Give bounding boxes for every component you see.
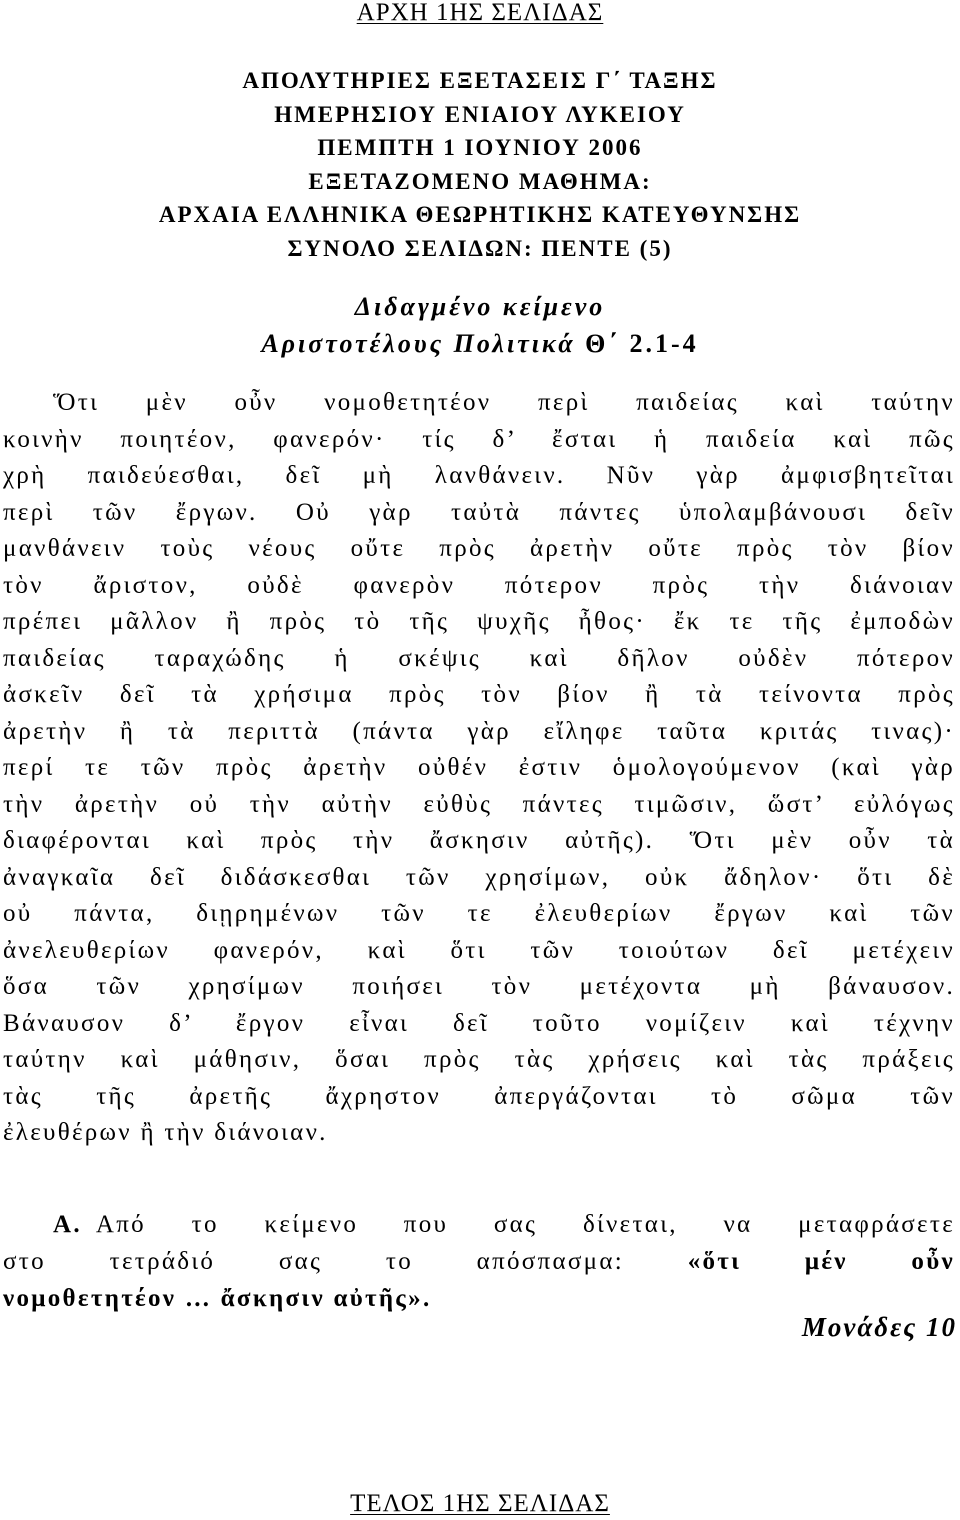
text-line: ἀνελευθερίων φανερόν, καὶ ὅτι τῶν τοιούτων δεῖ μετέχειν (3, 936, 955, 964)
text-line: πρέπει μᾶλλον ἢ πρὸς τὸ τῆς ψυχῆς ἦθος· ἔκ τε τῆς ἐμποδὼν (3, 608, 955, 635)
text-line: Ὅτι μὲν οὖν νομοθετητέον περὶ παιδείας καὶ ταύτην (53, 389, 955, 416)
question-line (3, 1243, 955, 1280)
greek-text-passage (3, 385, 955, 1152)
exam-header-line: ΑΠΟΛΥΤΗΡΙΕΣ ΕΞΕΤΑΣΕΙΣ Γ΄ ΤΑΞΗΣ (242, 68, 718, 93)
text-line: μανθάνειν τοὺς νέους οὔτε πρὸς ἀρετὴν οὔτε πρὸς τὸν βίον (3, 535, 955, 562)
text-line: ἀρετὴν ἢ τὰ περιττὰ (πάντα γὰρ εἴληφε ταῦτα κριτάς τινας)· (3, 717, 955, 745)
question-a (3, 1206, 955, 1317)
question-quote: «ὅτι μέν οὖν (687, 1248, 955, 1275)
text-line: διαφέρονται καὶ πρὸς τὴν ἄσκησιν αὐτῆς). Ὅτι μὲν οὖν τὰ (3, 827, 955, 854)
given-text-heading (0, 288, 960, 362)
question-label: Α. (53, 1211, 82, 1238)
text-line: τὸν ἄριστον, οὐδὲ φανερὸν πότερον πρὸς τὴν διάνοιαν (3, 571, 955, 599)
exam-header-line: ΣΥΝΟΛΟ ΣΕΛΙΔΩΝ: ΠΕΝΤΕ (5) (287, 235, 673, 261)
text-line: ὅσα τῶν χρησίμων ποιήσει τὸν μετέχοντα μὴ βάναυσον. (3, 973, 955, 1000)
given-text-title: Διδαγμένο κείμενο (354, 292, 606, 321)
text-line: Βάναυσον δ’ ἔργον εἶναι δεῖ τοῦτο νομίζειν καὶ τέχνην (3, 1009, 955, 1037)
question-quote: νομοθετητέον … ἄσκησιν αὐτῆς». (3, 1285, 432, 1312)
text-line: ἐλευθέρων ἢ τὴν διάνοιαν. (3, 1119, 328, 1146)
text-line: οὐ πάντα, διῃρημένων τῶν τε ἐλευθερίων ἔργων καὶ τῶν (3, 900, 955, 927)
exam-header (0, 64, 960, 265)
given-text-work: Πολιτικά (453, 329, 576, 358)
text-line: περί τε τῶν πρὸς ἀρετὴν οὐθέν ἐστιν ὁμολογούμενον (καὶ γὰρ (3, 754, 955, 781)
text-line: τὰς τῆς ἀρετῆς ἄχρηστον ἀπεργάζονται τὸ σῶμα τῶν (3, 1082, 955, 1110)
page-header: ΑΡΧΗ 1ΗΣ ΣΕΛΙΔΑΣ (356, 0, 604, 26)
text-line: παιδείας ταραχώδης ἡ σκέψις καὶ δῆλον οὐδὲν πότερον (3, 644, 955, 672)
text-line: ἀναγκαῖα δεῖ διδάσκεσθαι τῶν χρησίμων, οὐκ ἄδηλον· ὅτι δὲ (3, 863, 955, 891)
text-line: περὶ τῶν ἔργων. Οὐ γὰρ ταὐτὰ πάντες ὑπολαμβάνουσι δεῖν (3, 498, 955, 526)
text-line: ἀσκεῖν δεῖ τὰ χρήσιμα πρὸς τὸν βίον ἢ τὰ τείνοντα πρὸς (3, 681, 955, 708)
question-text: Από το κείμενο που σας δίνεται, να μεταφράσετε (95, 1211, 955, 1238)
exam-header-line: ΗΜΕΡΗΣΙΟΥ ΕΝΙΑΙΟΥ ΛΥΚΕΙΟΥ (274, 101, 686, 127)
text-line: χρὴ παιδεύεσθαι, δεῖ μὴ λανθάνειν. Νῦν γὰρ ἀμφισβητεῖται (3, 462, 955, 489)
text-line: ταύτην καὶ μάθησιν, ὅσαι πρὸς τὰς χρήσεις καὶ τὰς πράξεις (3, 1046, 955, 1073)
question-text: στο τετράδιό σας το απόσπασμα: (3, 1248, 625, 1275)
given-text-source (0, 325, 960, 362)
text-line: τὴν ἀρετὴν οὐ τὴν αὐτὴν εὐθὺς πάντες τιμῶσιν, ὥστ’ εὐλόγως (3, 790, 955, 818)
exam-header-line: ΕΞΕΤΑΖΟΜΕΝΟ ΜΑΘΗΜΑ: (308, 168, 652, 194)
exam-header-line: ΑΡΧΑΙΑ ΕΛΛΗΝΙΚΑ ΘΕΩΡΗΤΙΚΗΣ ΚΑΤΕΥΘΥΝΣΗΣ (158, 202, 802, 227)
text-line: κοινὴν ποιητέον, φανερόν· τίς δ’ ἔσται ἡ παιδεία καὶ πῶς (3, 425, 955, 453)
given-text-reference: Θ΄ 2.1-4 (585, 329, 699, 358)
exam-header-line: ΠΕΜΠΤΗ 1 ΙΟΥΝΙΟΥ 2006 (317, 135, 643, 160)
question-line (3, 1206, 955, 1243)
page-footer: ΤΕΛΟΣ 1ΗΣ ΣΕΛΙΔΑΣ (350, 1490, 610, 1517)
given-text-author: Αριστοτέλους (261, 329, 445, 358)
points-label: Μονάδες 10 (801, 1312, 957, 1342)
